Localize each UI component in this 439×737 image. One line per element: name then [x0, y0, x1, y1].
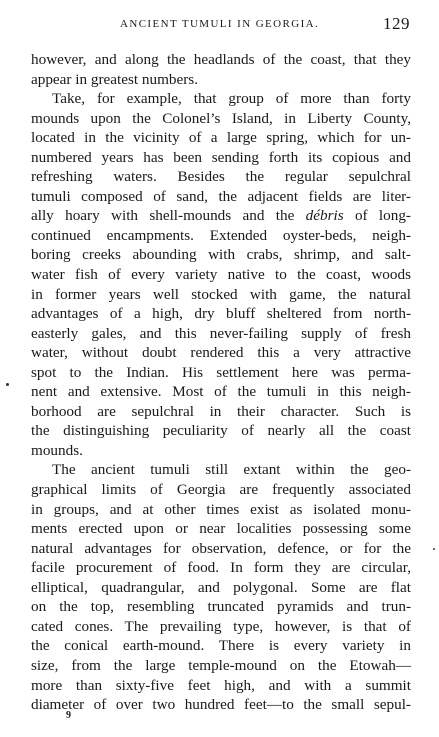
text-line: water fish of every variety native to the coast, woods [31, 266, 411, 284]
page-number: 129 [383, 14, 410, 33]
text-line: in groups, and at other times exist as isolated monu- [31, 500, 411, 518]
text-line: diameter of over two hundred feet—to the small sepul- [31, 696, 411, 714]
text-line: continued encampments. Extended oyster-beds, neigh- [31, 226, 411, 244]
text-line: numbered years has been sending forth its copious and [31, 148, 411, 166]
text-line: ally hoary with shell-mounds and the débris of long- [31, 207, 411, 225]
text-line: spot to the Indian. His settlement here was perma- [31, 363, 411, 381]
text-line: located in the vicinity of a large spring, which for un- [31, 129, 411, 147]
italic-word: débris [305, 207, 344, 225]
text-line: the distinguishing peculiarity of nearly all the coast [31, 422, 411, 440]
text-line: appear in greatest numbers. [31, 70, 198, 88]
text-line: nent and extensive. Most of the tumuli in this neigh- [31, 383, 411, 401]
text-line: on the top, resembling truncated pyramids and trun- [31, 598, 411, 616]
text-line: mounds upon the Colonel’s Island, in Liberty County, [31, 109, 411, 127]
text-line: the conical earth-mound. There is every variety in [31, 637, 411, 655]
text-line: easterly gales, and this never-failing supply of fresh [31, 324, 411, 342]
text-line: graphical limits of Georgia are frequently associated [31, 481, 411, 499]
text-line: borhood are sepulchral in their character. Such is [31, 402, 411, 420]
text-line: ments erected upon or near localities possessing some [31, 520, 411, 538]
text-line: The ancient tumuli still extant within the geo- [52, 461, 411, 479]
text-line: more than sixty-five feet high, and with a summit [31, 676, 411, 694]
text-line: Take, for example, that group of more than forty [52, 90, 411, 108]
text-line: boring creeks abounding with crabs, shrimp, and salt- [31, 246, 411, 264]
running-title: ANCIENT TUMULI IN GEORGIA. [120, 18, 320, 30]
signature-mark: 9 [66, 710, 71, 721]
print-speck [6, 383, 9, 386]
text-line: facile procurement of food. In form they are circular, [31, 559, 411, 577]
text-line: advantages of a high, dry bluff sheltered from north- [31, 305, 411, 323]
text-line: natural advantages for observation, defence, or for the [31, 539, 411, 557]
text-line: tumuli composed of sand, the adjacent fields are liter- [31, 187, 411, 205]
body-text [31, 50, 411, 715]
text-line: in former years well stocked with game, the natural [31, 285, 411, 303]
page-header [32, 14, 410, 34]
print-speck [433, 548, 435, 550]
text-line: elliptical, quadrangular, and polygonal. Some are flat [31, 578, 411, 596]
text-line: water, without doubt rendered this a very attractive [31, 344, 411, 362]
text-line: size, from the large temple-mound on the Etowah— [31, 656, 411, 674]
text-line: mounds. [31, 441, 83, 459]
text-line: refreshing waters. Besides the regular sepulchral [31, 168, 411, 186]
text-line: cated cones. The prevailing type, however, is that of [31, 617, 411, 635]
text-line: however, and along the headlands of the coast, that they [31, 51, 411, 68]
